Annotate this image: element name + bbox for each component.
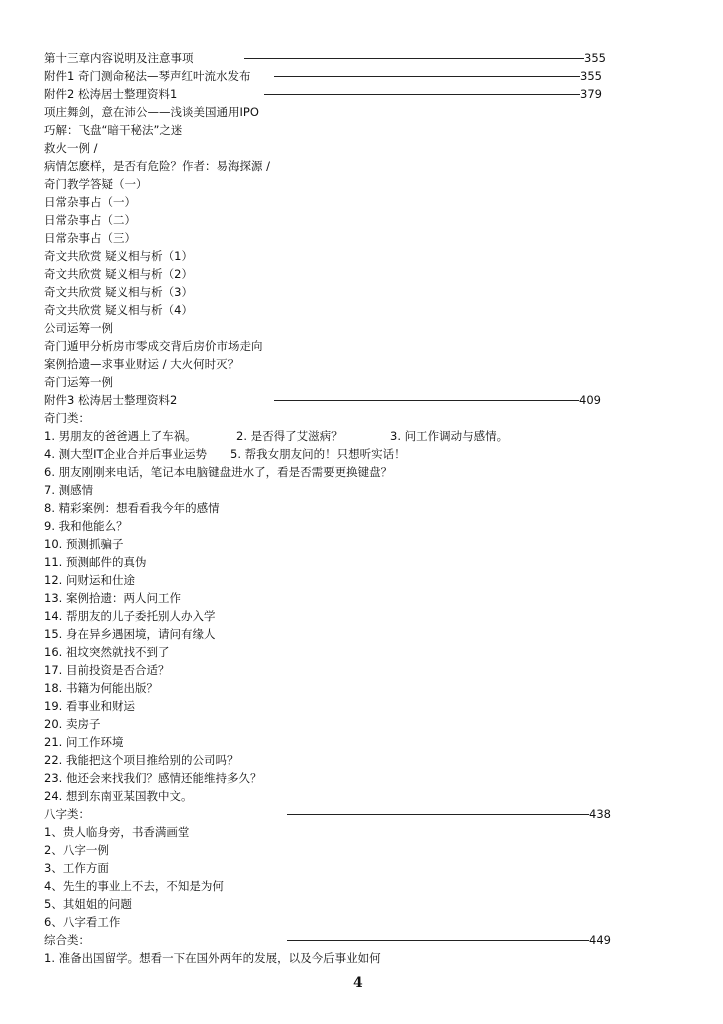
toc-page-number: 449	[589, 933, 611, 947]
section-heading: 综合类：	[44, 933, 90, 947]
list-item: 救火一例 /	[44, 141, 98, 155]
list-item: 14. 帮朋友的儿子委托别人办入学	[44, 609, 216, 623]
list-item: 奇门遁甲分析房市零成交背后房价市场走向	[44, 339, 263, 353]
toc-page-number: 379	[580, 87, 602, 101]
toc-leader-line	[287, 940, 589, 941]
list-item: 5、其姐姐的问题	[44, 897, 132, 911]
list-item: 1、贵人临身旁，书香满画堂	[44, 825, 190, 839]
list-item: 奇文共欣赏 疑义相与析（2）	[44, 267, 193, 281]
toc-leader-line	[264, 94, 580, 95]
list-item: 19. 看事业和财运	[44, 699, 135, 713]
list-item: 1. 男朋友的爸爸遇上了车祸。	[44, 429, 197, 443]
list-item: 21. 问工作环境	[44, 735, 124, 749]
list-item: 8. 精彩案例：想看看我今年的感情	[44, 501, 220, 515]
toc-leader-line	[274, 400, 579, 401]
list-item: 奇门教学答疑（一）	[44, 177, 148, 191]
list-item: 7. 测感情	[44, 483, 94, 497]
toc-leader-line	[274, 76, 580, 77]
list-item: 17. 目前投资是否合适？	[44, 663, 170, 677]
list-item: 6. 朋友刚刚来电话，笔记本电脑键盘进水了，看是否需要更换键盘？	[44, 465, 393, 479]
list-item: 20. 卖房子	[44, 717, 101, 731]
list-item: 13. 案例拾遗：两人问工作	[44, 591, 181, 605]
list-item: 10. 预测抓骗子	[44, 537, 124, 551]
list-item: 奇文共欣赏 疑义相与析（4）	[44, 303, 193, 317]
list-item: 1. 准备出国留学。想看一下在国外两年的发展，以及今后事业如何	[44, 951, 381, 965]
list-item: 病情怎麽样，是否有危险？作者：易海探源 /	[44, 159, 271, 173]
toc-entry	[44, 391, 177, 409]
toc-page-number: 355	[584, 51, 606, 65]
list-item: 奇文共欣赏 疑义相与析（1）	[44, 249, 193, 263]
list-item: 22. 我能把这个项目推给别的公司吗？	[44, 753, 239, 767]
list-item: 11. 预测邮件的真伪	[44, 555, 147, 569]
list-item: 3. 问工作调动与感情。	[390, 429, 509, 443]
toc-page-number: 409	[579, 393, 601, 407]
list-item: 奇文共欣赏 疑义相与析（3）	[44, 285, 193, 299]
list-item: 24. 想到东南亚某国教中文。	[44, 789, 193, 803]
list-item: 日常杂事占（二）	[44, 213, 136, 227]
list-item: 5. 帮我女朋友问的！只想听实话！	[230, 447, 406, 461]
toc-page-number: 355	[580, 69, 602, 83]
toc-entry-title: 附件2 松涛居士整理资料1	[44, 87, 178, 101]
list-item: 日常杂事占（一）	[44, 195, 136, 209]
list-item: 奇门运筹一例	[44, 375, 113, 389]
list-item: 4. 测大型IT企业合并后事业运势	[44, 447, 208, 461]
list-row	[44, 427, 684, 445]
toc-leader-line	[244, 58, 584, 59]
list-item: 项庄舞剑，意在沛公——浅谈美国通用IPO	[44, 105, 259, 119]
list-item: 案例拾遗—求事业财运 / 大火何时灭？	[44, 357, 240, 371]
toc-entry-title: 第十三章内容说明及注意事项	[44, 51, 194, 65]
list-item: 2、八字一例	[44, 843, 109, 857]
list-item: 12. 问财运和仕途	[44, 573, 135, 587]
list-row	[44, 445, 684, 463]
list-item: 6、八字看工作	[44, 915, 121, 929]
list-item: 16. 祖坟突然就找不到了	[44, 645, 170, 659]
toc-entry-title: 附件3 松涛居士整理资料2	[44, 393, 178, 407]
toc-leader-line	[287, 814, 589, 815]
list-item: 9. 我和他能么？	[44, 519, 128, 533]
list-item: 公司运筹一例	[44, 321, 113, 335]
section-heading: 奇门类：	[44, 411, 90, 425]
list-item: 巧解：飞盘“暗干秘法”之迷	[44, 123, 183, 137]
list-item: 15. 身在异乡遇困境，请问有缘人	[44, 627, 216, 641]
list-item: 23. 他还会来找我们？感情还能维持多久？	[44, 771, 262, 785]
list-item: 18. 书籍为何能出版？	[44, 681, 158, 695]
page-number: 4	[353, 975, 363, 991]
list-item: 日常杂事占（三）	[44, 231, 136, 245]
toc-entry	[44, 49, 194, 67]
toc-entry-title: 附件1 奇门测命秘法—琴声红叶流水发布	[44, 69, 251, 83]
list-item: 4、先生的事业上不去，不知是为何	[44, 879, 224, 893]
list-item: 3、工作方面	[44, 861, 109, 875]
list-item: 2. 是否得了艾滋病？	[236, 429, 343, 443]
toc-entry	[44, 67, 250, 85]
toc-page-number: 438	[589, 807, 611, 821]
toc-entry	[44, 85, 177, 103]
section-heading: 八字类：	[44, 807, 90, 821]
